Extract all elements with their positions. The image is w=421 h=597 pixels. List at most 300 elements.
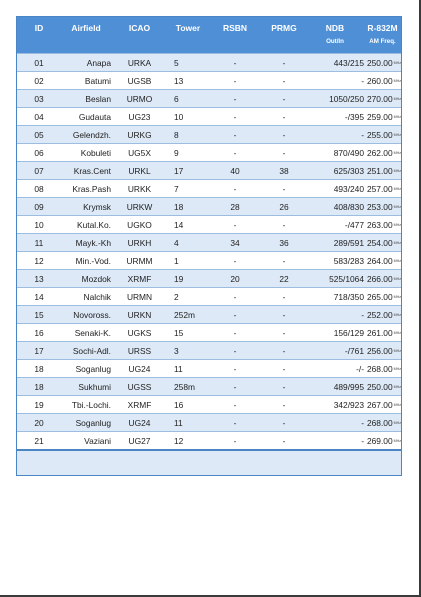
cell-airfield-value: Min.-Vod.	[75, 255, 111, 266]
cell-ndb	[306, 256, 364, 266]
cell-airfield	[61, 58, 111, 68]
cell-prmg-value: -	[282, 327, 286, 338]
cell-id	[17, 112, 61, 122]
table-header	[17, 17, 401, 53]
cell-rsbn	[208, 130, 262, 140]
cell-airfield	[61, 418, 111, 428]
header-prmg: PRMG	[271, 22, 297, 33]
unit-label: MHz	[393, 349, 401, 354]
table-row	[17, 323, 401, 341]
cell-tower-value: 15	[174, 327, 184, 338]
cell-icao	[111, 328, 168, 338]
cell-icao	[111, 256, 168, 266]
cell-id	[17, 418, 61, 428]
cell-freq	[364, 418, 401, 428]
cell-freq	[364, 76, 401, 86]
cell-prmg	[262, 202, 306, 212]
cell-icao	[111, 94, 168, 104]
cell-tower-value: 14	[174, 219, 184, 230]
cell-tower	[168, 184, 208, 194]
header-freq-sub: AM Freq.	[369, 38, 396, 45]
cell-icao	[111, 184, 168, 194]
table-row	[17, 197, 401, 215]
unit-label: MHz	[393, 133, 401, 138]
cell-tower	[168, 58, 208, 68]
cell-prmg-value: -	[282, 417, 286, 428]
cell-prmg-value: -	[282, 399, 286, 410]
cell-prmg	[262, 382, 306, 392]
cell-airfield-value: Mozdok	[81, 273, 111, 284]
cell-id-value: 13	[34, 273, 44, 284]
cell-freq-value: 270.00	[366, 93, 393, 104]
cell-freq	[364, 256, 401, 266]
cell-freq-value: 250.00	[366, 381, 393, 392]
header-icao: ICAO	[128, 22, 151, 33]
cell-rsbn-value: -	[233, 435, 237, 446]
cell-freq	[364, 166, 401, 176]
cell-icao	[111, 112, 168, 122]
cell-prmg-value: -	[282, 219, 286, 230]
cell-id-value: 02	[34, 75, 44, 86]
cell-ndb-value: 493/240	[333, 183, 364, 194]
cell-freq	[364, 130, 401, 140]
cell-ndb-value: -/477	[344, 219, 364, 230]
cell-icao-value: UG27	[128, 435, 151, 446]
cell-tower	[168, 94, 208, 104]
cell-freq-value: 253.00	[366, 201, 393, 212]
cell-tower-value: 2	[174, 291, 179, 302]
cell-rsbn-value: -	[233, 381, 237, 392]
cell-prmg-value: -	[282, 93, 286, 104]
cell-prmg-value: -	[282, 381, 286, 392]
cell-airfield-value: Anapa	[86, 57, 111, 68]
cell-id	[17, 184, 61, 194]
cell-id	[17, 220, 61, 230]
cell-airfield	[61, 256, 111, 266]
cell-rsbn-value: 28	[230, 201, 240, 212]
cell-ndb	[306, 148, 364, 158]
cell-id-value: 21	[34, 435, 44, 446]
cell-freq	[364, 148, 401, 158]
cell-id	[17, 148, 61, 158]
cell-airfield-value: Beslan	[85, 93, 111, 104]
table-row	[17, 107, 401, 125]
cell-rsbn	[208, 148, 262, 158]
cell-airfield-value: Senaki-K.	[74, 327, 111, 338]
cell-freq	[364, 292, 401, 302]
cell-rsbn-value: -	[233, 255, 237, 266]
cell-tower	[168, 220, 208, 230]
unit-label: MHz	[393, 313, 401, 318]
cell-rsbn	[208, 328, 262, 338]
cell-icao-value: UG5X	[128, 147, 151, 158]
unit-label: MHz	[393, 79, 401, 84]
table-body	[17, 53, 401, 449]
unit-label: MHz	[393, 115, 401, 120]
unit-label: MHz	[393, 385, 401, 390]
cell-airfield	[61, 202, 111, 212]
cell-ndb-value: 870/490	[333, 147, 364, 158]
cell-freq	[364, 238, 401, 248]
cell-icao	[111, 418, 168, 428]
cell-freq	[364, 202, 401, 212]
cell-id-value: 20	[34, 417, 44, 428]
table-row	[17, 89, 401, 107]
cell-freq	[364, 400, 401, 410]
cell-ndb-value: 583/283	[333, 255, 364, 266]
cell-rsbn-value: -	[233, 129, 237, 140]
table-row	[17, 431, 401, 449]
header-ndb: NDB	[325, 22, 345, 33]
cell-freq-value: 254.00	[366, 237, 393, 248]
cell-prmg-value: 36	[279, 237, 289, 248]
cell-icao-value: URMN	[126, 291, 153, 302]
header-subrow	[17, 38, 401, 53]
cell-icao-value: URKA	[127, 57, 152, 68]
cell-prmg	[262, 310, 306, 320]
header-tower: Tower	[175, 22, 201, 33]
cell-prmg	[262, 94, 306, 104]
cell-airfield-value: Kras.Cent	[73, 165, 111, 176]
cell-ndb-value: -	[361, 75, 364, 86]
cell-icao	[111, 202, 168, 212]
cell-prmg	[262, 238, 306, 248]
cell-id-value: 01	[34, 57, 44, 68]
cell-ndb	[306, 292, 364, 302]
cell-prmg-value: -	[282, 345, 286, 356]
cell-freq	[364, 220, 401, 230]
cell-icao	[111, 220, 168, 230]
cell-freq-value: 256.00	[366, 345, 393, 356]
cell-airfield-value: Krymsk	[83, 201, 111, 212]
cell-icao-value: URKN	[127, 309, 152, 320]
cell-icao-value: URKK	[127, 183, 152, 194]
cell-id	[17, 274, 61, 284]
cell-prmg	[262, 436, 306, 446]
table-row	[17, 359, 401, 377]
cell-rsbn-value: -	[233, 147, 237, 158]
unit-label: MHz	[393, 331, 401, 336]
cell-prmg-value: -	[282, 435, 286, 446]
cell-id	[17, 346, 61, 356]
cell-icao	[111, 292, 168, 302]
cell-rsbn	[208, 400, 262, 410]
cell-ndb-value: -	[361, 129, 364, 140]
cell-id-value: 12	[34, 255, 44, 266]
table-row	[17, 305, 401, 323]
cell-tower-value: 9	[174, 147, 179, 158]
cell-rsbn	[208, 418, 262, 428]
cell-freq	[364, 382, 401, 392]
cell-tower	[168, 238, 208, 248]
unit-label: MHz	[393, 277, 401, 282]
cell-prmg-value: -	[282, 111, 286, 122]
header-ndb-sub: Out/In	[326, 38, 344, 45]
cell-ndb	[306, 364, 364, 374]
cell-ndb	[306, 166, 364, 176]
cell-icao	[111, 382, 168, 392]
cell-prmg	[262, 328, 306, 338]
cell-airfield	[61, 112, 111, 122]
cell-airfield	[61, 400, 111, 410]
cell-airfield-value: Kutal.Ko.	[77, 219, 111, 230]
cell-icao-value: UG24	[128, 417, 151, 428]
cell-freq-value: 257.00	[366, 183, 393, 194]
cell-id	[17, 238, 61, 248]
cell-tower	[168, 328, 208, 338]
cell-prmg-value: -	[282, 147, 286, 158]
cell-prmg	[262, 364, 306, 374]
header-rsbn: RSBN	[222, 22, 248, 33]
cell-tower-value: 16	[174, 399, 184, 410]
cell-icao	[111, 76, 168, 86]
unit-label: MHz	[393, 367, 401, 372]
cell-id-value: 07	[34, 165, 44, 176]
cell-id-value: 08	[34, 183, 44, 194]
cell-airfield-value: Mayk.-Kh	[75, 237, 111, 248]
cell-prmg	[262, 148, 306, 158]
cell-airfield	[61, 310, 111, 320]
cell-airfield-value: Nalchik	[83, 291, 111, 302]
cell-tower-value: 3	[174, 345, 179, 356]
cell-airfield-value: Sochi-Adl.	[72, 345, 111, 356]
cell-freq-value: 260.00	[366, 75, 393, 86]
unit-label: MHz	[393, 61, 401, 66]
cell-prmg-value: -	[282, 291, 286, 302]
header-freq: R-832M	[367, 22, 398, 33]
cell-rsbn	[208, 256, 262, 266]
cell-rsbn-value: -	[233, 399, 237, 410]
table-row	[17, 161, 401, 179]
cell-rsbn-value: -	[233, 417, 237, 428]
cell-rsbn-value: 40	[230, 165, 240, 176]
cell-ndb	[306, 220, 364, 230]
cell-icao	[111, 346, 168, 356]
cell-ndb	[306, 274, 364, 284]
cell-ndb-value: 718/350	[333, 291, 364, 302]
cell-airfield-value: Tbi.-Lochi.	[71, 399, 111, 410]
cell-airfield	[61, 76, 111, 86]
cell-id-value: 05	[34, 129, 44, 140]
cell-ndb-value: -/761	[344, 345, 364, 356]
cell-freq	[364, 58, 401, 68]
cell-rsbn	[208, 364, 262, 374]
cell-ndb	[306, 130, 364, 140]
cell-freq-value: 250.00	[366, 57, 393, 68]
table-row	[17, 143, 401, 161]
cell-icao-value: URMM	[126, 255, 153, 266]
cell-tower	[168, 166, 208, 176]
unit-label: MHz	[393, 439, 401, 444]
cell-prmg	[262, 166, 306, 176]
cell-icao	[111, 130, 168, 140]
cell-tower-value: 17	[174, 165, 184, 176]
unit-label: MHz	[393, 205, 401, 210]
cell-icao	[111, 400, 168, 410]
cell-prmg-value: -	[282, 129, 286, 140]
cell-icao-value: UGSB	[127, 75, 152, 86]
cell-ndb	[306, 436, 364, 446]
airfield-table	[16, 16, 402, 476]
table-row	[17, 413, 401, 431]
cell-id	[17, 130, 61, 140]
cell-airfield-value: Gudauta	[78, 111, 111, 122]
cell-airfield-value: Kobuleti	[80, 147, 111, 158]
cell-ndb	[306, 400, 364, 410]
cell-ndb	[306, 238, 364, 248]
table-row	[17, 53, 401, 71]
cell-ndb-value: 289/591	[333, 237, 364, 248]
cell-ndb-value: 525/1064	[329, 273, 364, 284]
cell-freq-value: 259.00	[366, 111, 393, 122]
cell-rsbn	[208, 292, 262, 302]
cell-airfield	[61, 382, 111, 392]
table-row	[17, 377, 401, 395]
cell-airfield	[61, 220, 111, 230]
cell-airfield-value: Gelendzh.	[72, 129, 111, 140]
cell-icao-value: UG24	[128, 363, 151, 374]
cell-tower-value: 5	[174, 57, 179, 68]
table-row	[17, 287, 401, 305]
cell-rsbn-value: -	[233, 219, 237, 230]
unit-label: MHz	[393, 421, 401, 426]
table-row	[17, 251, 401, 269]
cell-freq	[364, 112, 401, 122]
cell-freq-value: 262.00	[366, 147, 393, 158]
cell-icao	[111, 166, 168, 176]
cell-ndb-value: 408/830	[333, 201, 364, 212]
cell-freq	[364, 436, 401, 446]
cell-icao-value: UGKS	[127, 327, 152, 338]
cell-ndb-value: -	[361, 309, 364, 320]
cell-prmg-value: -	[282, 183, 286, 194]
cell-tower	[168, 274, 208, 284]
cell-ndb-value: 342/923	[333, 399, 364, 410]
cell-rsbn	[208, 274, 262, 284]
cell-freq-value: 255.00	[366, 129, 393, 140]
cell-id	[17, 436, 61, 446]
table-footer	[17, 449, 401, 475]
cell-tower-value: 18	[174, 201, 184, 212]
cell-tower	[168, 292, 208, 302]
cell-prmg-value: -	[282, 309, 286, 320]
unit-label: MHz	[393, 97, 401, 102]
cell-ndb	[306, 94, 364, 104]
cell-airfield	[61, 94, 111, 104]
cell-icao	[111, 310, 168, 320]
header-id: ID	[34, 22, 44, 33]
cell-freq	[364, 328, 401, 338]
cell-ndb-value: 443/215	[333, 57, 364, 68]
cell-rsbn-value: -	[233, 345, 237, 356]
table-row	[17, 395, 401, 413]
cell-ndb-value: 625/303	[333, 165, 364, 176]
cell-ndb-value: 156/129	[333, 327, 364, 338]
table-row	[17, 71, 401, 89]
cell-id-value: 10	[34, 219, 44, 230]
cell-airfield-value: Soganlug	[75, 363, 111, 374]
cell-rsbn-value: -	[233, 363, 237, 374]
cell-id	[17, 310, 61, 320]
cell-airfield	[61, 436, 111, 446]
cell-prmg	[262, 418, 306, 428]
cell-tower-value: 11	[174, 363, 183, 374]
cell-prmg	[262, 220, 306, 230]
cell-freq-value: 267.00	[366, 399, 393, 410]
cell-rsbn	[208, 184, 262, 194]
cell-id	[17, 94, 61, 104]
cell-tower-value: 6	[174, 93, 179, 104]
cell-rsbn-value: -	[233, 93, 237, 104]
cell-tower	[168, 382, 208, 392]
cell-rsbn	[208, 346, 262, 356]
cell-id	[17, 256, 61, 266]
cell-id	[17, 76, 61, 86]
cell-icao	[111, 148, 168, 158]
cell-airfield	[61, 130, 111, 140]
cell-freq-value: 268.00	[366, 363, 393, 374]
cell-prmg	[262, 400, 306, 410]
cell-id-value: 14	[34, 291, 44, 302]
cell-id-value: 09	[34, 201, 44, 212]
cell-freq-value: 261.00	[366, 327, 393, 338]
cell-freq-value: 264.00	[366, 255, 393, 266]
cell-id-value: 19	[34, 399, 44, 410]
cell-id-value: 11	[34, 237, 44, 248]
cell-rsbn-value: -	[233, 183, 237, 194]
cell-airfield-value: Soganlug	[75, 417, 111, 428]
cell-rsbn	[208, 58, 262, 68]
cell-freq	[364, 364, 401, 374]
cell-airfield	[61, 328, 111, 338]
cell-airfield-value: Sukhumi	[78, 381, 111, 392]
cell-rsbn	[208, 238, 262, 248]
cell-rsbn	[208, 112, 262, 122]
cell-prmg	[262, 130, 306, 140]
cell-airfield-value: Kras.Pash	[72, 183, 111, 194]
cell-freq	[364, 310, 401, 320]
cell-airfield	[61, 274, 111, 284]
cell-prmg	[262, 184, 306, 194]
cell-freq	[364, 184, 401, 194]
cell-rsbn	[208, 220, 262, 230]
cell-tower	[168, 400, 208, 410]
cell-rsbn	[208, 94, 262, 104]
cell-freq	[364, 346, 401, 356]
cell-ndb-value: -	[361, 417, 364, 428]
cell-prmg-value: 26	[279, 201, 289, 212]
cell-airfield	[61, 292, 111, 302]
unit-label: MHz	[393, 169, 401, 174]
cell-rsbn	[208, 436, 262, 446]
cell-tower	[168, 202, 208, 212]
cell-freq-value: 263.00	[366, 219, 393, 230]
header-row	[17, 17, 401, 38]
cell-icao-value: UGSS	[127, 381, 152, 392]
cell-airfield-value: Batumi	[84, 75, 111, 86]
cell-airfield	[61, 346, 111, 356]
cell-tower	[168, 364, 208, 374]
cell-id	[17, 292, 61, 302]
cell-prmg-value: 38	[279, 165, 289, 176]
cell-ndb	[306, 112, 364, 122]
cell-id-value: 04	[34, 111, 44, 122]
cell-id	[17, 58, 61, 68]
cell-ndb	[306, 346, 364, 356]
cell-rsbn-value: -	[233, 57, 237, 68]
cell-icao	[111, 238, 168, 248]
cell-rsbn-value: -	[233, 309, 237, 320]
